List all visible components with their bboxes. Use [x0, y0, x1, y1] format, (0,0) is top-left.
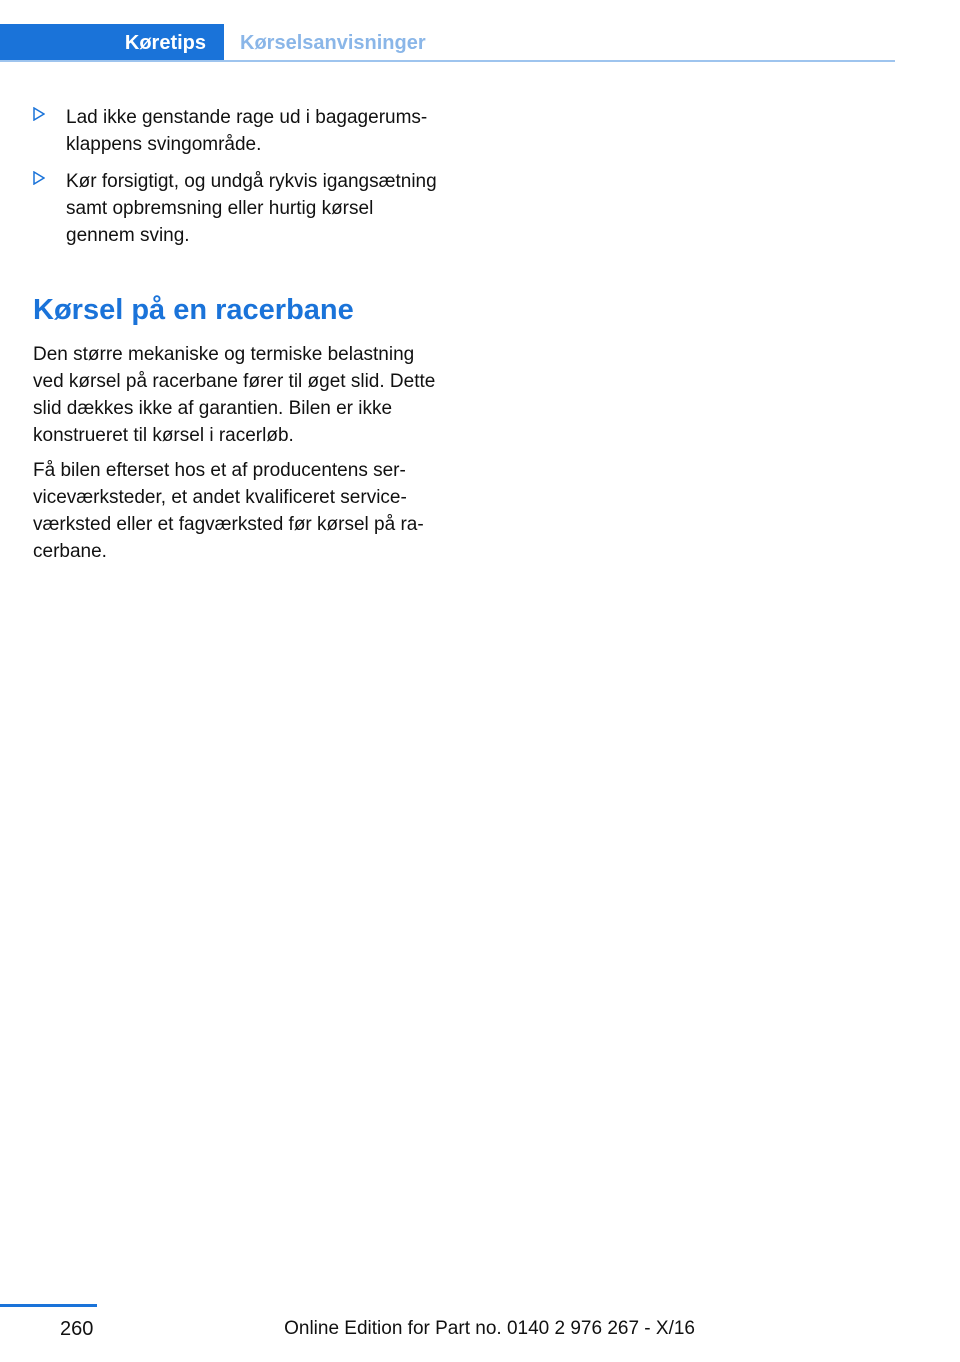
paragraph: Få bilen efterset hos et af producentens serviceværksteder, et andet kvalificeret serviceværksted eller et fagværksted før kørsel på racerbane. [33, 460, 424, 562]
breadcrumb[interactable]: Kørselsanvisninger [240, 31, 426, 54]
triangle-right-icon [33, 171, 45, 185]
triangle-right-icon [33, 107, 45, 121]
section-title: Kørsel på en racerbane [33, 294, 354, 326]
header-divider [0, 60, 895, 62]
edition-label: Online Edition for Part no. 0140 2 976 267 - X/16 [284, 1318, 695, 1339]
paragraph: Den større mekaniske og termiske belastning ved kørsel på racerbane fører til øget slid. Dette slid dækkes ikke af garantien. Bilen er ikke konstrueret til kørsel i racerløb. [33, 344, 436, 446]
page-number: 260 [60, 1318, 94, 1340]
main-content [33, 104, 445, 573]
list-item [33, 168, 445, 249]
list-item-text: Lad ikke genstande rage ud i bagagerumsklappens svingområde. [66, 107, 428, 155]
footer-divider [0, 1304, 97, 1307]
list-item [33, 104, 445, 158]
page-header [0, 0, 960, 64]
list-item-text: Kør forsigtigt, og undgå rykvis igangsætning samt opbremsning eller hurtig kørsel gennem sving. [66, 171, 437, 246]
chapter-tab[interactable]: Køretips [0, 24, 224, 62]
